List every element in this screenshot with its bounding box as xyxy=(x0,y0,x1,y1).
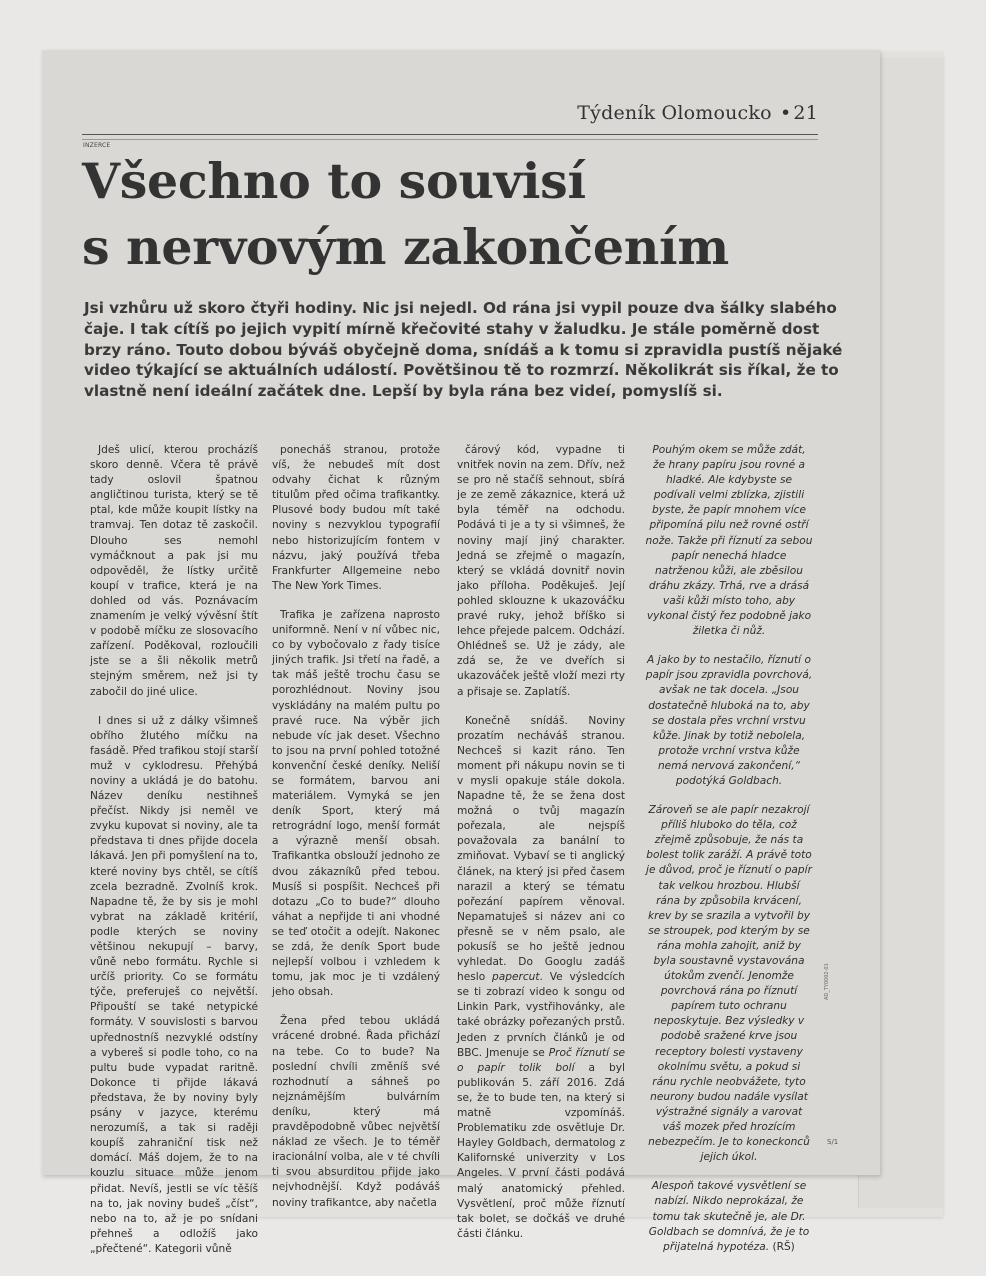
publication-name: Týdeník Olomoucko xyxy=(577,102,772,124)
article-column-3 xyxy=(457,443,625,1242)
page-mark: S/1 xyxy=(827,1138,839,1146)
header-rule-thin xyxy=(82,139,818,140)
header-rule xyxy=(82,134,818,135)
headline-line-2: s nervovým zakončením xyxy=(82,218,729,276)
article-column-2 xyxy=(272,443,440,1211)
paragraph: Pouhým okem se může zdát, že hrany papíru jsou rovné a hladké. Ale kdybyste se podívali velmi zblízka, zjistili byste, že papír mnohem více připomíná pilu než rovné ostří nože. Takže při říznutí za sebou papír nenechá hladce natrženou kůži, ale zběsilou dráhu zkázy. Trhá, rve a drásá vaši kůži místo toho, aby vykonal čistý řez podobně jako žiletka či nůž. xyxy=(645,444,813,638)
text-run: a byl publikován 5. září 2016. Zdá se, že to bude ten, na který si matně vzpomínáš. Problematiku zde osvětluje Dr. Hayley Goldbach, dermatolog z Kalifornské univerzity v Los Angeles. V první části podává malý anatomický přehled. Vysvětlení, proč může říznutí tak bolet, se dočkáš ve druhé části článku. xyxy=(457,1061,625,1240)
headline-line-1: Všechno to souvisí xyxy=(82,152,586,210)
text-run: Alespoň takové vysvětlení se nabízí. Nikdo neprokázal, že tomu tak skutečně je, ale Dr. Goldbach se domnívá, že je to přijatelná hypotéza. xyxy=(648,1180,810,1253)
paragraph: Trafika je zařízena naprosto uniformně. Není v ní vůbec nic, co by vybočovalo z řady tisíce jiných trafik. Jsi třetí na řadě, a tak máš ještě trochu času se porozhlédnout. Noviny jsou vyskládány na malém pultu po pravé ruce. Na výběr jich nebude víc jak deset. Všechno to jsou na první pohled totožné konvenční české deníky. Neliší se formátem, barvou ani materiálem. Vymyká se jen deník Sport, který má retrográdní logo, menší formát a výrazně menší obsah. Trafikantka obslouží jednoho ze dvou zákazníků před tebou. Musíš si pospíšit. Nechceš při dotazu „Co to bude?“ dlouho váhat a nepřijde ti ani vhodné se teď otočit a odejít. Nakonec se zdá, že deník Sport bude nejlepší volbou i vzhledem k tomu, jak moc je ti vzdálený jeho obsah. xyxy=(272,608,440,999)
paragraph xyxy=(645,1179,813,1254)
paragraph: I dnes si už z dálky všimneš obřího žlutého míčku na fasádě. Před trafikou stojí starší muž v cyklodresu. Přehýbá noviny a ukládá je do batohu. Název deníku nestihneš přečíst. Nikdy jsi neměl ve zvyku kupovat si noviny, ale ta představa ti dnes přijde docela lákavá. Jen při pomyšlení na to, které noviny bys chtěl, se cítíš zcela bezradně. Zvolníš krok. Napadne tě, že by sis je mohl vybrat na základě kritérií, podle kterých se noviny většinou nekupují – barvy, vůně nebo formátu. Rychle si určíš priority. Co se formátu týče, preferuješ co největší. Připouští se také netypické formáty. V souvislosti s barvou upřednostníš nezvyklé odstíny a vybereš si podle toho, co na pultu bude vypadat raritně. Dokonce ti přijde lákavá představa, že by noviny byly psány v jazyce, kterému nerozumíš, a tak si raději koupíš zahraniční tisk než domácí. Máš dojem, že to na kouzlu situace může jenom přidat. Nevíš, jestli se víc těšíš na to, jak noviny budeš „číst“, nebo na to, až je po snídani přehneš a odložíš jako „přečtené“. Kategorii vůně xyxy=(90,714,258,1255)
paragraph: ponecháš stranou, protože víš, že nebudeš mít dost odvahy čichat k různým titulům před očima trafikantky. Plusové body budou mít také noviny s nezvyklou typografií nebo historizujícím fontem v názvu, jaký používá třeba Frankfurter Allgemeine nebo The New York Times. xyxy=(272,444,440,592)
newspaper-page xyxy=(42,50,880,1255)
lead-paragraph: Jsi vzhůru už skoro čtyři hodiny. Nic jsi nejedl. Od rána jsi vypil pouze dva šálky slabého čaje. I tak cítíš po jejich vypití mírně křečovité stahy v žaludku. Je stále poměrně dost brzy ráno. Touto dobou býváš obyčejně doma, snídáš a k tomu si zpravidla pustíš nějaké video týkající se aktuálních událostí. Povětšinou tě to rozmrzí. Několikrát sis říkal, že to vlastně není ideální začátek dne. Lepší by byla rána bez videí, pomyslíš si. xyxy=(84,299,843,401)
paragraph: Žena před tebou ukládá vrácené drobné. Řada přichází na tebe. Co to bude? Na poslední chvíli změníš své rozhodnutí a sáhneš po nejznámějším bulvárním deníku, který má pravděpodobně vůbec největší náklad ze všech. Je to téměř iracionální volba, ale v té chvíli ti svou absurditou přijde jako nejvhodnější. Když podáváš noviny trafikantce, aby načetla xyxy=(272,1015,440,1209)
text-run: . Ve výsledcích se ti zobrazí video k songu od Linkin Park, vystřihovánky, ale také obrázky pořezaných prstů. Jeden z prvních článků je od BBC. Jmenuje se xyxy=(457,971,625,1059)
italic-title: Proč říznutí se o papír tolik bolí xyxy=(457,1046,625,1074)
article-column-4 xyxy=(645,443,813,1255)
article-column-1 xyxy=(90,443,258,1257)
page-number: 21 xyxy=(793,102,818,124)
paragraph: Zároveň se ale papír nezakrojí příliš hluboko do těla, což zřejmě způsobuje, že nás ta bolest tolik zaráží. A právě toto je důvod, proč je říznutí o papír tak velkou hrozbou. Hlubší rána by způsobila krvácení, krev by se srazila a vytvořil by se stroupek, pod kterým by se rána mohla zahojit, aniž by byla soustavně vystavována útokům zvenčí. Jenomže povrchová rána po říznutí papírem tuto ochranu neposkytuje. Bez výsledky v podobě sražené krve jsou receptory bolesti vystaveny okolnímu světu, a pokud si ránu rychle neobvážete, tyto neurony budou nadále vysílat výstražné signály a varovat váš mozek před hrozícím nebezpečím. Je to koneckonců jejich úkol. xyxy=(646,804,812,1164)
text-run: Konečně snídáš. Noviny prozatím necháváš stranou. Nechceš si kazit ráno. Ten moment při nákupu novin se ti v mysli opakuje stále dokola. Napadne tě, že se žena dost možná o tvůj magazín pořezala, ale nejspíš považovala za banální to zmiňovat. Vybaví se ti anglický článek, na který jsi před časem narazil a který se tématu pořezání papírem věnoval. Nepamatuješ si název ani co přesně se v něm psalo, ale pokusíš se ho ještě jednou vyhledat. Do Googlu zadáš heslo xyxy=(457,714,625,984)
section-label: INZERCE xyxy=(83,142,111,149)
paragraph: A jako by to nestačilo, říznutí o papír jsou zpravidla povrchová, avšak ne tak docela. „Jsou dostatečně hluboká na to, aby se dostala přes vrchní vrstvu kůže. Jinak by totiž nebolela, protože vrchní vrstva kůže nemá nervová zakončení,“ podotýká Goldbach. xyxy=(645,654,813,787)
paragraph xyxy=(457,714,625,1242)
page-header xyxy=(577,102,818,124)
author-signature: (RŠ) xyxy=(769,1240,795,1253)
header-separator: • xyxy=(780,102,792,124)
headline xyxy=(82,148,842,280)
paragraph: Jdeš ulicí, kterou procházíš skoro denně. Včera tě právě tady oslovil špatnou angličtinou turista, který se tě ptal, kde může koupit lístky na tramvaj. Ten dotaz tě zaskočil. Dlouho ses nemohl vymáčknout a pak jsi mu odpověděl, že lístky určitě koupí v trafice, která je na dohled od vás. Poznávacím znamením je velký vývěsní štít v podobě míčku ze slosovacího zařízení. Poděkoval, rozloučili jste se a šli několik metrů stejným směrem, než jsi ty zabočil do jiné ulice. xyxy=(90,444,258,698)
ad-code: AD_TY0002-01 xyxy=(824,963,830,1000)
italic-term: papercut xyxy=(492,971,540,984)
paragraph: čárový kód, vypadne ti vnitřek novin na zem. Dřív, než se pro ně stačíš sehnout, sbírá je ze země zákaznice, která už byla téměř na odchodu. Podává ti je a ty si všimneš, že noviny mají jiný charakter. Jedná se zřejmě o magazín, který se vkládá dovnitř novin jako příloha. Poděkuješ. Její pohled sklouzne k ukazováčku pravé ruky, jehož bříško si lehce přejede palcem. Odchází. Ohlédneš se. Už je zády, ale zdá se, že ve dveřích si ukazováček ještě vloží mezi rty a přisaje se. Zaplatíš. xyxy=(457,444,625,698)
